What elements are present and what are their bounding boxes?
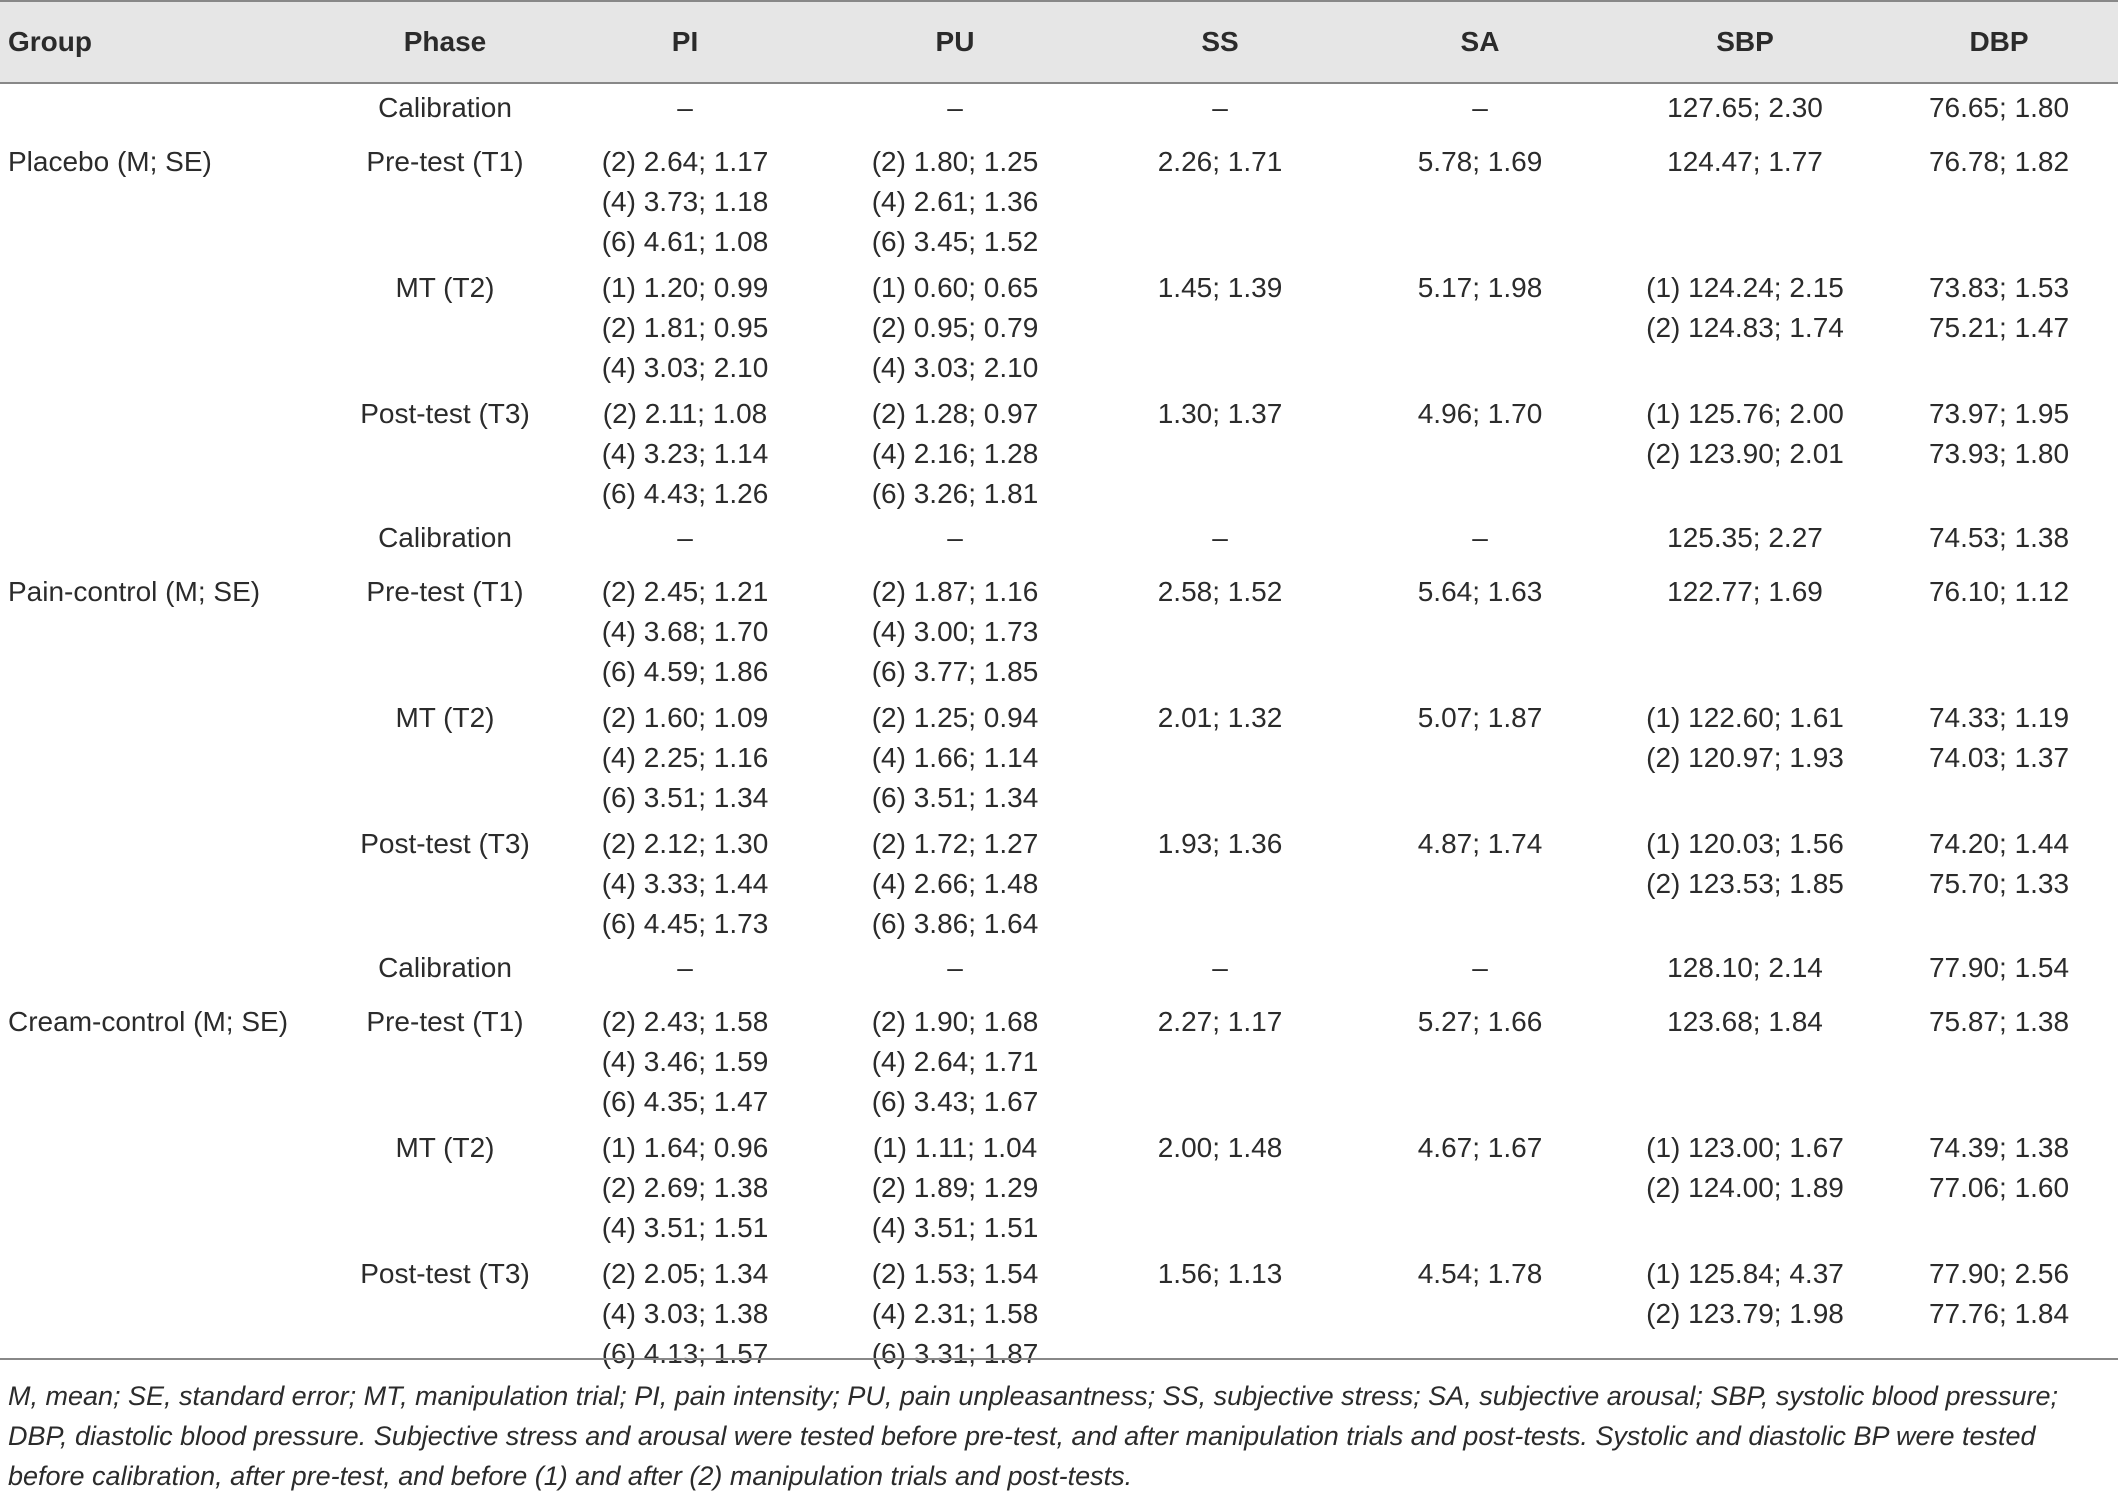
table-row [0,566,2118,692]
cell-pu [820,692,1090,818]
cell-pi-line: – [677,92,693,123]
cell-pi-line: (4) 3.68; 1.70 [601,616,769,647]
cell-dbp-line: 74.53; 1.38 [1928,522,2070,553]
cell-sbp [1610,262,1880,388]
cell-phase: Calibration [378,522,512,553]
cell-group [0,388,340,514]
cell-sbp-line: (1) 120.03; 1.56 [1646,828,1844,859]
cell-sbp-line: (1) 123.00; 1.67 [1646,1132,1844,1163]
header-row [0,1,2118,83]
cell-dbp-line: 75.87; 1.38 [1928,1006,2070,1037]
cell-dbp-line: 73.83; 1.53 [1928,272,2070,303]
cell-dbp-line: 76.10; 1.12 [1928,576,2070,607]
cell-pi-line: (2) 2.05; 1.34 [601,1258,769,1289]
cell-dbp-line: 74.20; 1.44 [1928,828,2070,859]
cell-ss: – [1212,92,1228,123]
cell-phase: Pre-test (T1) [366,146,524,177]
cell-dbp [1880,136,2118,262]
cell-pi-line: (6) 3.51; 1.34 [601,782,769,813]
cell-sbp-line: (2) 124.83; 1.74 [1646,312,1844,343]
cell-pi-line: (6) 4.61; 1.08 [601,226,769,257]
cell-phase: Calibration [378,92,512,123]
cell-group [0,692,340,818]
cell-dbp [1880,262,2118,388]
cell-pu-line: (4) 2.66; 1.48 [871,868,1039,899]
cell-phase: MT (T2) [395,272,495,303]
cell-sbp [1610,944,1880,996]
table-row [0,944,2118,996]
table-body [0,83,2118,1374]
cell-sbp [1610,136,1880,262]
cell-pu [820,566,1090,692]
cell-pi-line: (2) 1.81; 0.95 [601,312,769,343]
cell-dbp-line: 74.03; 1.37 [1928,742,2070,773]
cell-sa: 5.78; 1.69 [1417,146,1543,177]
cell-pu-line: (6) 3.26; 1.81 [871,478,1039,509]
cell-group: Cream-control (M; SE) [8,1006,289,1037]
cell-pu-line: (4) 3.51; 1.51 [871,1212,1039,1243]
cell-sa: 4.87; 1.74 [1417,828,1543,859]
cell-dbp [1880,1248,2118,1374]
cell-pi [550,692,820,818]
cell-dbp-line: 73.97; 1.95 [1928,398,2070,429]
cell-pi [550,388,820,514]
cell-phase: Post-test (T3) [360,398,530,429]
cell-sa: – [1472,92,1488,123]
cell-pi-line: (4) 3.51; 1.51 [601,1212,769,1243]
cell-sa: 5.07; 1.87 [1417,702,1543,733]
header-group: Group [0,1,340,83]
cell-pu-line: (1) 0.60; 0.65 [871,272,1039,303]
cell-pu [820,996,1090,1122]
cell-pu-line: – [947,522,963,553]
cell-dbp-line: 77.90; 1.54 [1928,952,2070,983]
cell-sbp-line: (2) 123.90; 2.01 [1646,438,1844,469]
table-row [0,83,2118,136]
cell-pu-line: (2) 1.87; 1.16 [871,576,1039,607]
cell-sbp [1610,996,1880,1122]
cell-pu-line: (4) 2.31; 1.58 [871,1298,1039,1329]
cell-pi-line: (4) 3.03; 2.10 [601,352,769,383]
cell-group [0,514,340,566]
cell-sa: 5.64; 1.63 [1417,576,1543,607]
cell-phase: Pre-test (T1) [366,576,524,607]
cell-group: Placebo (M; SE) [8,146,212,177]
header-sbp: SBP [1610,1,1880,83]
cell-sa: 5.17; 1.98 [1417,272,1543,303]
cell-sbp-line: (1) 125.76; 2.00 [1646,398,1844,429]
cell-group [0,1122,340,1248]
cell-dbp [1880,692,2118,818]
cell-ss: 2.27; 1.17 [1157,1006,1283,1037]
cell-sbp-line: (1) 124.24; 2.15 [1646,272,1844,303]
cell-sbp-line: 122.77; 1.69 [1667,576,1823,607]
cell-group [0,1248,340,1374]
cell-phase: Pre-test (T1) [366,1006,524,1037]
cell-pu [820,83,1090,136]
cell-phase: MT (T2) [395,1132,495,1163]
header-pu: PU [820,1,1090,83]
cell-group: Pain-control (M; SE) [8,576,261,607]
table-row [0,996,2118,1122]
cell-pu-line: (4) 3.03; 2.10 [871,352,1039,383]
cell-ss: 2.58; 1.52 [1157,576,1283,607]
cell-pi [550,996,820,1122]
cell-pu-line: (4) 2.61; 1.36 [871,186,1039,217]
cell-dbp [1880,83,2118,136]
cell-group [0,262,340,388]
cell-dbp-line: 77.90; 2.56 [1928,1258,2070,1289]
cell-pi-line: (2) 2.45; 1.21 [601,576,769,607]
cell-sbp [1610,514,1880,566]
cell-pi [550,1122,820,1248]
cell-sbp-line: 127.65; 2.30 [1667,92,1823,123]
cell-pu-line: – [947,952,963,983]
cell-pu [820,1122,1090,1248]
header-sa: SA [1350,1,1610,83]
cell-sbp-line: (1) 125.84; 4.37 [1646,1258,1844,1289]
cell-phase: MT (T2) [395,702,495,733]
cell-dbp [1880,514,2118,566]
cell-sbp-line: 124.47; 1.77 [1667,146,1823,177]
cell-group [0,944,340,996]
cell-dbp-line: 73.93; 1.80 [1928,438,2070,469]
cell-dbp-line: 76.78; 1.82 [1928,146,2070,177]
cell-pi-line: (4) 3.23; 1.14 [601,438,769,469]
cell-sa: 5.27; 1.66 [1417,1006,1543,1037]
cell-pi-line: (6) 4.45; 1.73 [601,908,769,939]
cell-pi-line: (2) 2.69; 1.38 [601,1172,769,1203]
cell-pu-line: (4) 2.64; 1.71 [871,1046,1039,1077]
cell-pi-line: (1) 1.64; 0.96 [601,1132,769,1163]
cell-pi [550,136,820,262]
cell-pu [820,514,1090,566]
cell-ss: 1.93; 1.36 [1157,828,1283,859]
cell-ss: 2.00; 1.48 [1157,1132,1283,1163]
cell-pu-line: (6) 3.43; 1.67 [871,1086,1039,1117]
cell-pu [820,818,1090,944]
cell-sbp [1610,1248,1880,1374]
cell-pi-line: (1) 1.20; 0.99 [601,272,769,303]
cell-dbp [1880,996,2118,1122]
cell-pi-line: (2) 2.12; 1.30 [601,828,769,859]
header-pi: PI [550,1,820,83]
cell-sbp [1610,692,1880,818]
table-row [0,692,2118,818]
cell-pu-line: (1) 1.11; 1.04 [872,1132,1038,1163]
cell-pu-line: (2) 1.89; 1.29 [871,1172,1039,1203]
cell-pu-line: (4) 2.16; 1.28 [871,438,1039,469]
cell-pi-line: (2) 2.11; 1.08 [602,398,768,429]
table-row [0,514,2118,566]
cell-dbp [1880,388,2118,514]
cell-sbp-line: (2) 123.79; 1.98 [1646,1298,1844,1329]
cell-pi-line: – [677,952,693,983]
cell-dbp [1880,1122,2118,1248]
cell-sbp [1610,388,1880,514]
cell-sbp [1610,1122,1880,1248]
cell-pu-line: (4) 3.00; 1.73 [871,616,1039,647]
cell-pu [820,388,1090,514]
cell-dbp-line: 77.76; 1.84 [1928,1298,2070,1329]
cell-pu-line: (2) 1.28; 0.97 [871,398,1039,429]
cell-pi [550,1248,820,1374]
cell-sbp-line: 125.35; 2.27 [1667,522,1823,553]
cell-pi-line: (2) 1.60; 1.09 [601,702,769,733]
cell-ss: 1.45; 1.39 [1157,272,1283,303]
cell-pu-line: (6) 3.86; 1.64 [871,908,1039,939]
cell-sa: – [1472,952,1488,983]
cell-ss: – [1212,522,1228,553]
cell-pi [550,262,820,388]
cell-phase: Post-test (T3) [360,1258,530,1289]
header-dbp: DBP [1880,1,2118,83]
cell-pu-line: (2) 1.90; 1.68 [871,1006,1039,1037]
cell-pu-line: (2) 0.95; 0.79 [871,312,1039,343]
table-row [0,1248,2118,1374]
cell-dbp-line: 75.21; 1.47 [1928,312,2070,343]
cell-dbp [1880,566,2118,692]
cell-sbp-line: 123.68; 1.84 [1667,1006,1823,1037]
table-row [0,1122,2118,1248]
cell-sa: 4.67; 1.67 [1417,1132,1543,1163]
cell-sbp [1610,566,1880,692]
cell-dbp-line: 77.06; 1.60 [1928,1172,2070,1203]
cell-pi-line: – [677,522,693,553]
cell-pi-line: (6) 4.59; 1.86 [601,656,769,687]
cell-ss: 1.30; 1.37 [1157,398,1283,429]
cell-pu [820,1248,1090,1374]
table-bottom-rule [0,1358,2118,1360]
cell-pi [550,944,820,996]
cell-pu-line: (6) 3.51; 1.34 [871,782,1039,813]
table-footnote: M, mean; SE, standard error; MT, manipulation trial; PI, pain intensity; PU, pain unpleasantness; SS, subjective stress; SA, subjective arousal; SBP, systolic blood pressure; DBP, diastolic blood pressure. Subjective stress and arousal were tested before pre-test, and after manipulation trials and post-tests. Systolic and diastolic BP were tested before calibration, after pre-test, and before (1) and after (2) manipulation trials and post-tests. [8,1381,2058,1491]
cell-sa: – [1472,522,1488,553]
cell-pu-line: – [947,92,963,123]
cell-ss: 2.26; 1.71 [1157,146,1283,177]
table-row [0,136,2118,262]
cell-pu [820,944,1090,996]
cell-phase: Post-test (T3) [360,828,530,859]
cell-ss: – [1212,952,1228,983]
cell-ss: 2.01; 1.32 [1157,702,1283,733]
cell-dbp-line: 75.70; 1.33 [1928,868,2070,899]
cell-pi-line: (2) 2.43; 1.58 [601,1006,769,1037]
cell-pu-line: (4) 1.66; 1.14 [871,742,1039,773]
cell-sbp-line: (2) 123.53; 1.85 [1646,868,1844,899]
cell-pu-line: (2) 1.80; 1.25 [871,146,1039,177]
cell-pu-line: (6) 3.77; 1.85 [871,656,1039,687]
cell-phase: Calibration [378,952,512,983]
cell-sa: 4.96; 1.70 [1417,398,1543,429]
cell-pi-line: (4) 3.33; 1.44 [601,868,769,899]
cell-sbp-line: (2) 120.97; 1.93 [1646,742,1844,773]
header-ss: SS [1090,1,1350,83]
cell-sbp [1610,83,1880,136]
cell-pi [550,818,820,944]
cell-pi [550,566,820,692]
header-phase: Phase [340,1,550,83]
cell-pi-line: (6) 4.35; 1.47 [601,1086,769,1117]
cell-dbp-line: 74.39; 1.38 [1928,1132,2070,1163]
cell-pi-line: (6) 4.13; 1.57 [601,1338,769,1369]
cell-dbp-line: 76.65; 1.80 [1928,92,2070,123]
cell-sa: 4.54; 1.78 [1417,1258,1543,1289]
cell-pi [550,514,820,566]
cell-group [0,83,340,136]
cell-sbp-line: 128.10; 2.14 [1667,952,1823,983]
table-row [0,818,2118,944]
table-row [0,388,2118,514]
cell-ss: 1.56; 1.13 [1157,1258,1283,1289]
cell-pi-line: (4) 3.73; 1.18 [601,186,769,217]
cell-sbp-line: (2) 124.00; 1.89 [1646,1172,1844,1203]
cell-dbp-line: 74.33; 1.19 [1928,702,2070,733]
cell-pi [550,83,820,136]
cell-pu-line: (2) 1.72; 1.27 [871,828,1039,859]
cell-group [0,818,340,944]
cell-pi-line: (4) 3.03; 1.38 [601,1298,769,1329]
cell-pi-line: (2) 2.64; 1.17 [601,146,769,177]
table-row [0,262,2118,388]
cell-sbp [1610,818,1880,944]
cell-dbp [1880,944,2118,996]
cell-pu [820,262,1090,388]
cell-pu-line: (2) 1.25; 0.94 [871,702,1039,733]
cell-sbp-line: (1) 122.60; 1.61 [1646,702,1844,733]
cell-pu-line: (6) 3.31; 1.87 [871,1338,1039,1369]
cell-dbp [1880,818,2118,944]
cell-pi-line: (4) 3.46; 1.59 [601,1046,769,1077]
cell-pu [820,136,1090,262]
cell-pi-line: (6) 4.43; 1.26 [601,478,769,509]
cell-pu-line: (6) 3.45; 1.52 [871,226,1039,257]
cell-pu-line: (2) 1.53; 1.54 [871,1258,1039,1289]
cell-pi-line: (4) 2.25; 1.16 [601,742,769,773]
